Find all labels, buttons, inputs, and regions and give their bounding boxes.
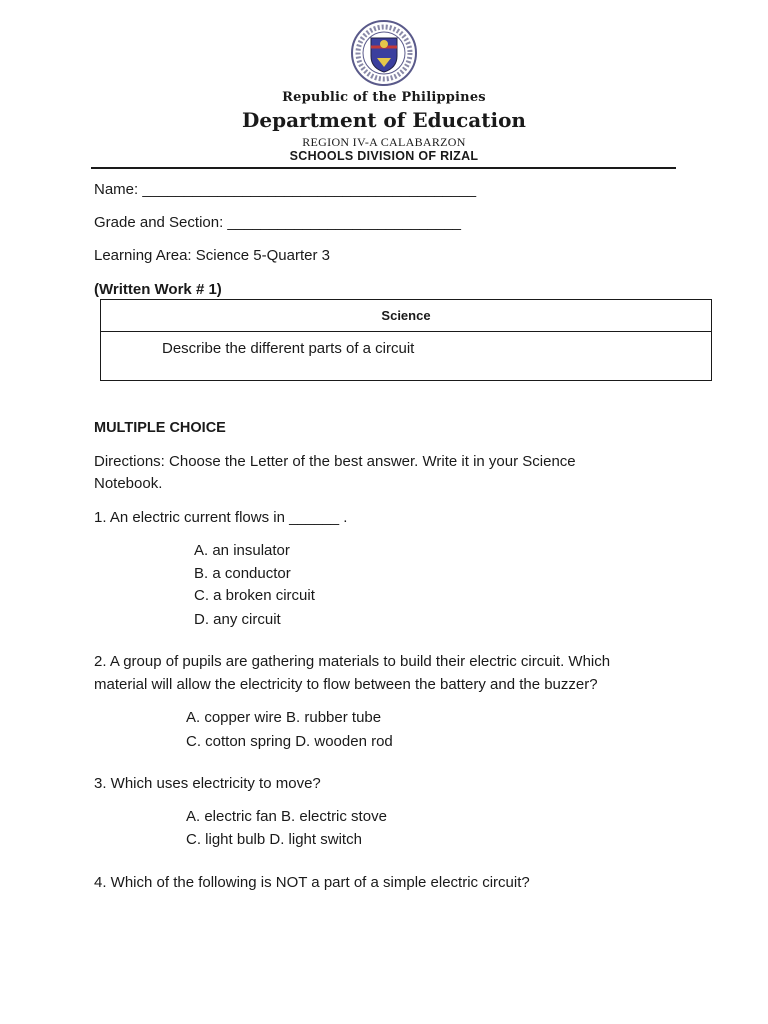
question-2-choices-ab: A. copper wire B. rubber tube [186,709,382,726]
department-heading: Department of Education [242,108,526,132]
division-heading: SCHOOLS DIVISION OF RIZAL [289,149,479,163]
republic-heading: Republic of the Philippines [282,90,486,105]
question-4: 4. Which of the following is NOT a part of a simple electric circuit? [94,874,530,891]
question-1-choice-c: C. a broken circuit [194,587,315,604]
question-1-choice-b: B. a conductor [194,565,291,582]
table-cell: Describe the different parts of a circuit [162,340,415,357]
question-2-line-2: material will allow the electricity to flow between the battery and the buzzer? [94,676,598,693]
deped-seal-icon [347,20,421,86]
question-2-line-1: 2. A group of pupils are gathering materials to build their electric circuit. Which [94,653,611,670]
section-title: MULTIPLE CHOICE [94,420,226,436]
name-field[interactable]: Name: ________________________________________ [94,181,477,198]
header-divider [91,167,676,169]
table-header: Science [101,300,711,332]
question-1-choice-a: A. an insulator [194,542,290,559]
question-3-choices-cd: C. light bulb D. light switch [186,831,362,848]
question-1-choice-d: D. any circuit [194,611,281,628]
topic-table [100,299,712,381]
written-work-label: (Written Work # 1) [94,281,222,298]
grade-section-field[interactable]: Grade and Section: ____________________________ [94,214,462,231]
question-3: 3. Which uses electricity to move? [94,775,321,792]
question-2-choices-cd: C. cotton spring D. wooden rod [186,733,393,750]
region-heading: REGION IV-A CALABARZON [302,135,466,149]
learning-area-label: Learning Area: Science 5-Quarter 3 [94,247,330,264]
question-3-choices-ab: A. electric fan B. electric stove [186,808,387,825]
directions-line-2: Notebook. [94,475,163,492]
question-1: 1. An electric current flows in ______ . [94,509,348,526]
directions-line-1: Directions: Choose the Letter of the best answer. Write it in your Science [94,453,576,470]
